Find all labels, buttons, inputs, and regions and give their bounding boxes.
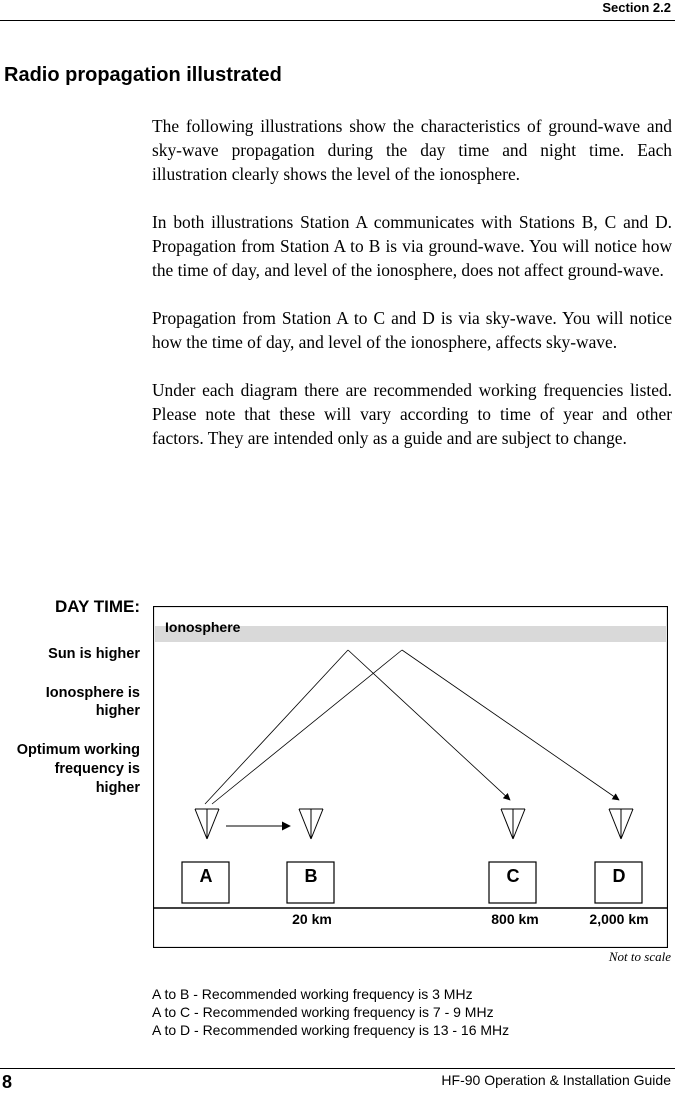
station-b-label: B xyxy=(304,866,318,886)
not-to-scale-note: Not to scale xyxy=(608,949,671,964)
station-d-label: D xyxy=(612,866,626,886)
frequency-note-line-2: frequency is xyxy=(54,761,140,777)
frequency-note xyxy=(0,741,140,798)
sun-note: Sun is higher xyxy=(48,646,140,662)
page-number: 8 xyxy=(2,1072,13,1092)
frequency-note-line-3: higher xyxy=(95,780,140,796)
ionosphere-note xyxy=(0,684,140,720)
station-c-label: C xyxy=(506,866,520,886)
station-a-label: A xyxy=(199,866,213,886)
paragraph-4: Under each diagram there are recommended working frequencies listed. Please note that these will vary according to time of year and other factors. They are intended only as a guide and are subject to change. xyxy=(152,380,672,448)
frequency-note-line-1: Optimum working xyxy=(16,742,140,758)
footer-rule xyxy=(0,1068,675,1069)
distance-d: 2,000 km xyxy=(589,911,649,927)
paragraph-1: The following illustrations show the characteristics of ground-wave and sky-wave propagation during the day time and night time. Each illustration clearly shows the level of the ionosphere. xyxy=(152,116,672,184)
paragraph-2: In both illustrations Station A communicates with Stations B, C and D. Propagation from Station A to B is via ground-wave. You will notice how the time of day, and level of the ionosphere, does not affect ground-wave. xyxy=(152,212,672,280)
frequency-list xyxy=(152,985,509,1039)
body-text xyxy=(152,114,672,474)
propagation-diagram xyxy=(153,606,668,948)
header-rule xyxy=(0,20,675,21)
frequency-a-to-b: A to B - Recommended working frequency is 3 MHz xyxy=(152,986,473,1002)
frequency-a-to-d: A to D - Recommended working frequency is 13 - 16 MHz xyxy=(152,1022,510,1038)
paragraph-3: Propagation from Station A to C and D is via sky-wave. You will notice how the time of day, and level of the ionosphere, affects sky-wave. xyxy=(152,308,672,352)
ionosphere-label: Ionosphere xyxy=(165,619,241,635)
distance-c: 800 km xyxy=(491,911,539,927)
page-title: Radio propagation illustrated xyxy=(4,64,282,86)
ionosphere-note-line-2: higher xyxy=(95,703,140,719)
section-label: Section 2.2 xyxy=(602,0,671,15)
distance-b: 20 km xyxy=(292,911,332,927)
footer-title: HF-90 Operation & Installation Guide xyxy=(441,1072,671,1088)
frequency-a-to-c: A to C - Recommended working frequency is 7 - 9 MHz xyxy=(152,1004,494,1020)
ionosphere-note-line-1: Ionosphere is xyxy=(45,685,140,701)
day-time-heading: DAY TIME: xyxy=(54,597,140,616)
